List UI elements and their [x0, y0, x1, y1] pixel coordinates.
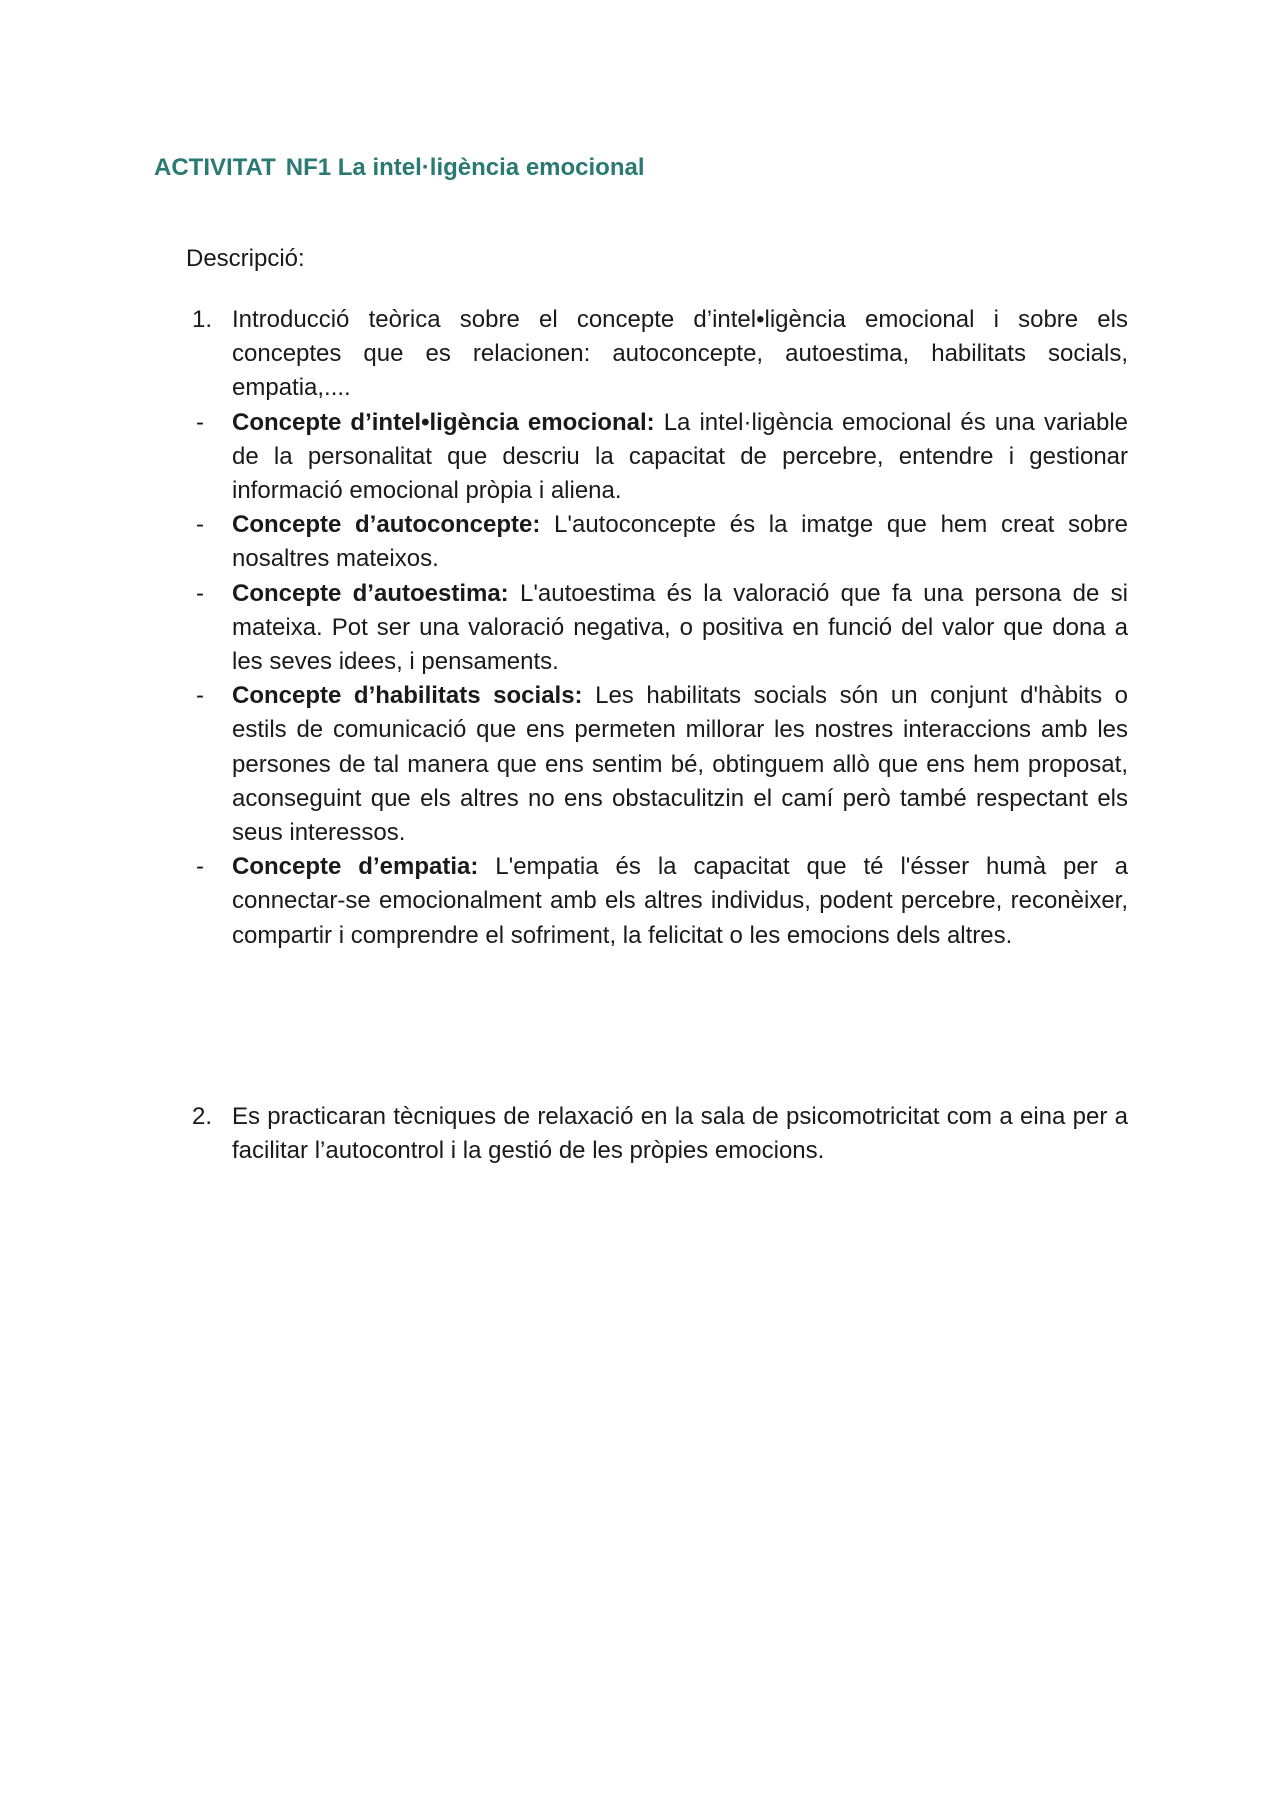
concept-term: Concepte d’autoestima: [232, 579, 509, 607]
dash-marker: - [196, 853, 204, 881]
list-item-text: Es practicaran tècniques de relaxació en la sala de psicomotricitat com a eina per a facilitar l’autocontrol i la gestió de les pròpies emocions. [232, 1103, 1128, 1165]
concept-term: Concepte d’intel•ligència emocional: [232, 408, 655, 436]
list-marker: 2. [192, 1103, 213, 1130]
concept-term: Concepte d’empatia: [232, 853, 479, 881]
activity-list [186, 303, 1128, 953]
activity-title-label: ACTIVITAT [154, 154, 276, 181]
list-item-text: Introducció teòrica sobre el concepte d’intel•ligència emocional i sobre els conceptes que es relacionen: autoconcepte, autoestima, habilitats socials, empatia,.... [232, 306, 1128, 402]
concept-definition: L'autoestima és la valoració que fa una persona de si mateixa. Pot ser una valoració negativa, o positiva en funció del valor que dona a les seves idees, i pensaments. [232, 579, 1128, 676]
activity-list-continued [186, 1100, 1128, 1168]
concept-definition: L'empatia és la capacitat que té l'ésser humà per a connectar-se emocionalment amb els altres individus, podent percebre, reconèixer, compartir i comprendre el sofriment, la felicitat o les emocions dels altres. [232, 853, 1128, 949]
concept-definition: La intel·ligència emocional és una variable de la personalitat que descriu la capacitat de percebre, entendre i gestionar informació emocional pròpia i aliena. [232, 408, 1128, 505]
concept-term: Concepte d’autoconcepte: [232, 511, 541, 539]
description-label: Descripció: [186, 245, 305, 272]
concept-item-emotional-intelligence [186, 406, 1128, 509]
list-item-2 [186, 1100, 1128, 1168]
activity-title-name: NF1 La intel·ligència emocional [285, 154, 645, 181]
activity-title [154, 154, 645, 182]
concept-definition: Les habilitats socials són un conjunt d'hàbits o estils de comunicació que ens permeten millorar les nostres interaccions amb les persones de tal manera que ens sentim bé, obtinguem allò que ens hem proposat, aconseguint que els altres no ens obstaculitzin el camí però també respectant els seus interessos. [232, 682, 1128, 847]
concept-item-empathy [186, 850, 1128, 953]
concept-definition: L'autoconcepte és la imatge que hem creat sobre nosaltres mateixos. [232, 511, 1129, 573]
concept-item-self-concept [186, 508, 1128, 576]
concept-term: Concepte d’habilitats socials: [232, 682, 583, 710]
list-marker: 1. [192, 306, 213, 333]
concept-item-self-esteem [186, 577, 1128, 680]
dash-marker: - [196, 579, 204, 607]
dash-marker: - [196, 511, 204, 539]
list-item-1 [186, 303, 1128, 406]
dash-marker: - [196, 408, 204, 436]
dash-marker: - [196, 682, 204, 710]
concept-item-social-skills [186, 679, 1128, 850]
